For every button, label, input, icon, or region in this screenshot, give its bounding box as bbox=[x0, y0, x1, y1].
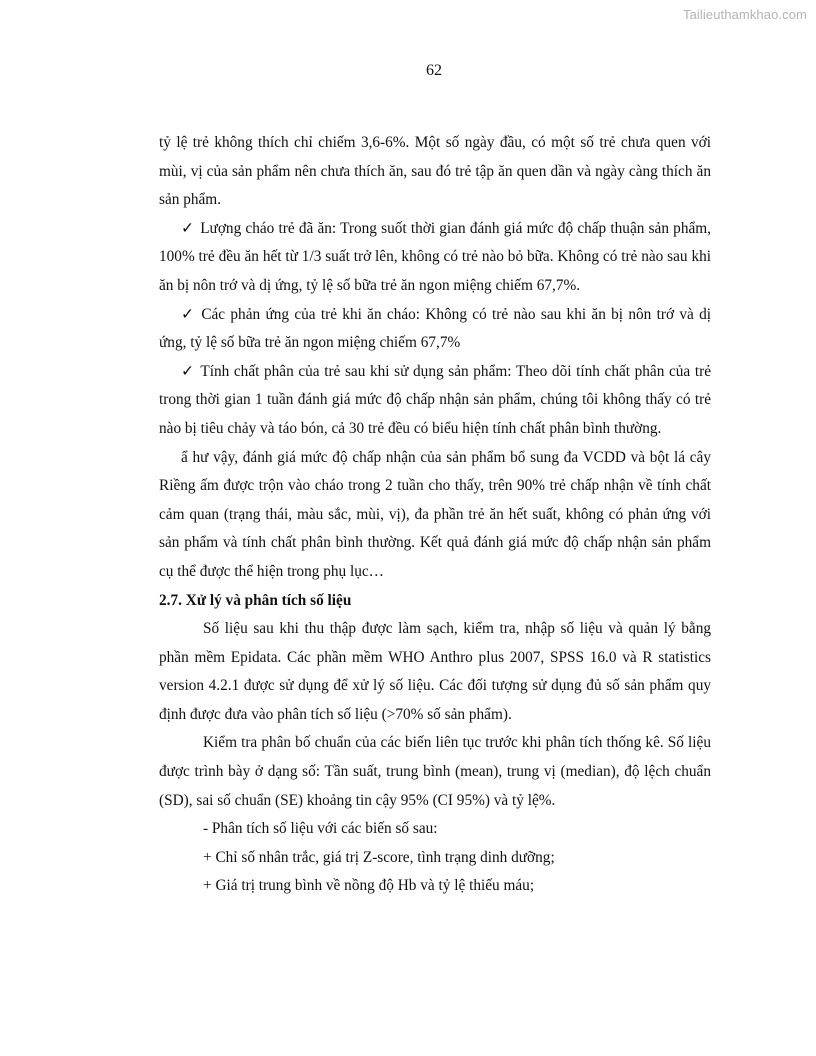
checkmark-icon: ✓ bbox=[181, 219, 194, 237]
bullet-porridge-amount bbox=[159, 215, 711, 301]
list-item: - Phân tích số liệu với các biến số sau: bbox=[203, 820, 438, 838]
paragraph-summary: ẩ hư vậy, đánh giá mức độ chấp nhận của sản phẩm bổ sung đa VCDD và bột lá cây Riềng ấm được trộn vào cháo trong 2 tuần cho thấy, trên 90% trẻ chấp nhận về tính chất cảm quan (trạng thái, màu sắc, mùi, vị), đa phần trẻ ăn hết suất, không có phản ứng với sản phẩm và tính chất phân bình thường. Kết quả đánh giá mức độ chấp nhận sản phẩm cụ thể được thể hiện trong phụ lục… bbox=[159, 448, 711, 580]
paragraph-data-processing: Số liệu sau khi thu thập được làm sạch, kiểm tra, nhập số liệu và quản lý bằng phần mềm Epidata. Các phần mềm WHO Anthro plus 2007, SPSS 16.0 và R statistics version 4.2.1 được sử dụng để xử lý số liệu. Các đối tượng sử dụng đủ số sản phẩm quy định được đưa vào phân tích số liệu (>70% số sản phẩm). bbox=[159, 620, 711, 723]
list-item: + Chỉ số nhân trắc, giá trị Z-score, tình trạng dinh dưỡng; bbox=[203, 848, 555, 866]
paragraph-distribution: Kiểm tra phân bố chuẩn của các biến liên tục trước khi phân tích thống kê. Số liệu được trình bày ở dạng số: Tần suất, trung bình (mean), trung vị (median), độ lệch chuẩn (SD), sai số chuẩn (SE) khoảng tin cậy 95% (CI 95%) và tỷ lệ%. bbox=[159, 734, 711, 809]
document-body bbox=[159, 129, 711, 901]
bullet-stool bbox=[159, 358, 711, 444]
section-heading: 2.7. Xử lý và phân tích số liệu bbox=[159, 591, 352, 609]
list-item: + Giá trị trung bình về nồng độ Hb và tỷ lệ thiếu máu; bbox=[203, 877, 535, 895]
bullet-text: Các phản ứng của trẻ khi ăn cháo: Không có trẻ nào sau khi ăn bị nôn trớ và dị ứng, tỷ lệ số bữa trẻ ăn ngon miệng chiếm 67,7% bbox=[159, 305, 711, 352]
watermark: Tailieuthamkhao.com bbox=[682, 7, 807, 22]
checkmark-icon: ✓ bbox=[181, 305, 194, 323]
bullet-text: Lượng cháo trẻ đã ăn: Trong suốt thời gian đánh giá mức độ chấp thuận sản phẩm, 100% trẻ đều ăn hết từ 1/3 suất trở lên, không có trẻ nào bỏ bữa. Không có trẻ nào sau khi ăn bị nôn trớ và dị ứng, tỷ lệ số bữa trẻ ăn ngon miệng chiếm 67,7%. bbox=[159, 219, 711, 294]
bullet-reactions bbox=[159, 301, 711, 358]
paragraph-continuation: tỷ lệ trẻ không thích chỉ chiếm 3,6-6%. Một số ngày đầu, có một số trẻ chưa quen với mùi, vị của sản phẩm nên chưa thích ăn, sau đó trẻ tập ăn quen dần và ngày càng thích ăn sản phẩm. bbox=[159, 134, 711, 209]
page-number: 62 bbox=[426, 62, 442, 79]
checkmark-icon: ✓ bbox=[181, 362, 194, 380]
bullet-text: Tính chất phân của trẻ sau khi sử dụng sản phẩm: Theo dõi tính chất phân của trẻ trong thời gian 1 tuần đánh giá mức độ chấp nhận sản phẩm, chúng tôi không thấy có trẻ nào bị tiêu chảy và táo bón, cả 30 trẻ đều có biểu hiện tính chất phân bình thường. bbox=[159, 362, 711, 437]
